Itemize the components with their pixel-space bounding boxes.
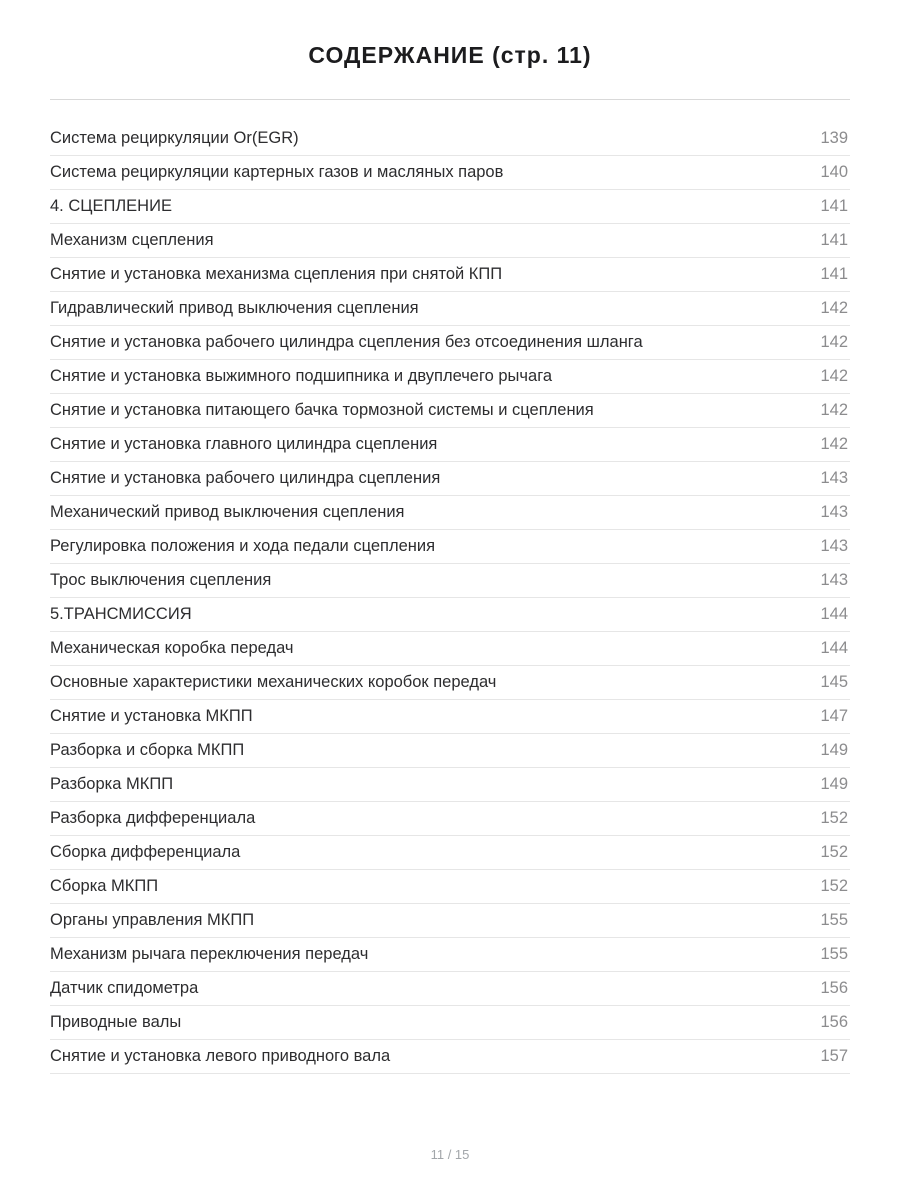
toc-entry-page-number: 141 bbox=[820, 265, 848, 283]
toc-row[interactable] bbox=[50, 224, 850, 258]
toc-entry-page-number: 152 bbox=[820, 877, 848, 895]
toc-entry-page-number: 155 bbox=[820, 945, 848, 963]
toc-row[interactable] bbox=[50, 768, 850, 802]
toc-entry-title: Снятие и установка МКПП bbox=[50, 707, 253, 725]
toc-entry-title: Система рециркуляции Or(EGR) bbox=[50, 129, 299, 147]
toc-entry-title: Снятие и установка питающего бачка тормозной системы и сцепления bbox=[50, 401, 594, 419]
toc-entry-title: Разборка и сборка МКПП bbox=[50, 741, 245, 759]
toc-row[interactable] bbox=[50, 1006, 850, 1040]
toc-row[interactable] bbox=[50, 496, 850, 530]
toc-entry-page-number: 143 bbox=[820, 469, 848, 487]
toc-row[interactable] bbox=[50, 870, 850, 904]
toc-entry-title: Снятие и установка выжимного подшипника и двуплечего рычага bbox=[50, 367, 553, 385]
toc-row[interactable] bbox=[50, 326, 850, 360]
toc-row[interactable] bbox=[50, 734, 850, 768]
toc-row[interactable] bbox=[50, 122, 850, 156]
toc-entry-page-number: 142 bbox=[820, 333, 848, 351]
toc-list bbox=[50, 122, 850, 1074]
toc-entry-page-number: 147 bbox=[820, 707, 848, 725]
toc-entry-page-number: 142 bbox=[820, 435, 848, 453]
toc-entry-title: Регулировка положения и хода педали сцепления bbox=[50, 537, 436, 555]
toc-entry-title: Трос выключения сцепления bbox=[50, 571, 272, 589]
toc-row[interactable] bbox=[50, 360, 850, 394]
toc-entry-title: Сборка МКПП bbox=[50, 877, 159, 895]
toc-entry-title: Снятие и установка левого приводного вала bbox=[50, 1047, 391, 1065]
toc-row[interactable] bbox=[50, 836, 850, 870]
toc-entry-title: Разборка МКПП bbox=[50, 775, 174, 793]
toc-row[interactable] bbox=[50, 632, 850, 666]
toc-entry-title: Органы управления МКПП bbox=[50, 911, 255, 929]
toc-row[interactable] bbox=[50, 972, 850, 1006]
toc-entry-page-number: 156 bbox=[820, 979, 848, 997]
toc-entry-page-number: 142 bbox=[820, 401, 848, 419]
toc-entry-page-number: 140 bbox=[820, 163, 848, 181]
toc-entry-title: Снятие и установка механизма сцепления при снятой КПП bbox=[50, 265, 503, 283]
toc-row[interactable] bbox=[50, 462, 850, 496]
toc-row[interactable] bbox=[50, 938, 850, 972]
toc-entry-title: Приводные валы bbox=[50, 1013, 182, 1031]
toc-row[interactable] bbox=[50, 666, 850, 700]
toc-row[interactable] bbox=[50, 190, 850, 224]
toc-entry-title: Механический привод выключения сцепления bbox=[50, 503, 405, 521]
page-number-footer: 11 / 15 bbox=[430, 1147, 470, 1162]
toc-row[interactable] bbox=[50, 802, 850, 836]
title-divider bbox=[50, 99, 850, 100]
toc-entry-title: Механизм сцепления bbox=[50, 231, 214, 249]
toc-entry-page-number: 141 bbox=[820, 231, 848, 249]
toc-row[interactable] bbox=[50, 292, 850, 326]
toc-entry-title: Механическая коробка передач bbox=[50, 639, 294, 657]
toc-row[interactable] bbox=[50, 394, 850, 428]
toc-entry-page-number: 145 bbox=[820, 673, 848, 691]
toc-entry-title: Снятие и установка рабочего цилиндра сцепления без отсоединения шланга bbox=[50, 333, 643, 351]
toc-entry-page-number: 144 bbox=[820, 605, 848, 623]
toc-entry-title: 5.ТРАНСМИССИЯ bbox=[50, 605, 192, 623]
toc-entry-title: Снятие и установка главного цилиндра сцепления bbox=[50, 435, 438, 453]
toc-entry-page-number: 143 bbox=[820, 571, 848, 589]
toc-row[interactable] bbox=[50, 700, 850, 734]
toc-entry-title: Сборка дифференциала bbox=[50, 843, 241, 861]
toc-row[interactable] bbox=[50, 564, 850, 598]
toc-entry-page-number: 143 bbox=[820, 537, 848, 555]
toc-entry-title: Разборка дифференциала bbox=[50, 809, 256, 827]
toc-row[interactable] bbox=[50, 904, 850, 938]
toc-entry-title: Гидравлический привод выключения сцепления bbox=[50, 299, 419, 317]
toc-row[interactable] bbox=[50, 428, 850, 462]
toc-entry-page-number: 149 bbox=[820, 775, 848, 793]
toc-row[interactable] bbox=[50, 598, 850, 632]
toc-entry-title: Основные характеристики механических коробок передач bbox=[50, 673, 497, 691]
toc-entry-page-number: 141 bbox=[820, 197, 848, 215]
toc-entry-title: Снятие и установка рабочего цилиндра сцепления bbox=[50, 469, 441, 487]
toc-row[interactable] bbox=[50, 530, 850, 564]
toc-entry-page-number: 155 bbox=[820, 911, 848, 929]
toc-row[interactable] bbox=[50, 1040, 850, 1074]
toc-entry-page-number: 149 bbox=[820, 741, 848, 759]
toc-entry-page-number: 157 bbox=[820, 1047, 848, 1065]
toc-entry-title: 4. СЦЕПЛЕНИЕ bbox=[50, 197, 172, 215]
toc-row[interactable] bbox=[50, 258, 850, 292]
toc-entry-title: Механизм рычага переключения передач bbox=[50, 945, 369, 963]
page-title: СОДЕРЖАНИЕ (стр. 11) bbox=[308, 42, 592, 68]
toc-entry-page-number: 139 bbox=[820, 129, 848, 147]
toc-entry-page-number: 152 bbox=[820, 843, 848, 861]
toc-entry-title: Датчик спидометра bbox=[50, 979, 199, 997]
toc-entry-page-number: 142 bbox=[820, 299, 848, 317]
toc-entry-page-number: 152 bbox=[820, 809, 848, 827]
toc-entry-page-number: 156 bbox=[820, 1013, 848, 1031]
toc-entry-page-number: 142 bbox=[820, 367, 848, 385]
toc-entry-title: Система рециркуляции картерных газов и масляных паров bbox=[50, 163, 504, 181]
toc-entry-page-number: 144 bbox=[820, 639, 848, 657]
toc-entry-page-number: 143 bbox=[820, 503, 848, 521]
toc-row[interactable] bbox=[50, 156, 850, 190]
